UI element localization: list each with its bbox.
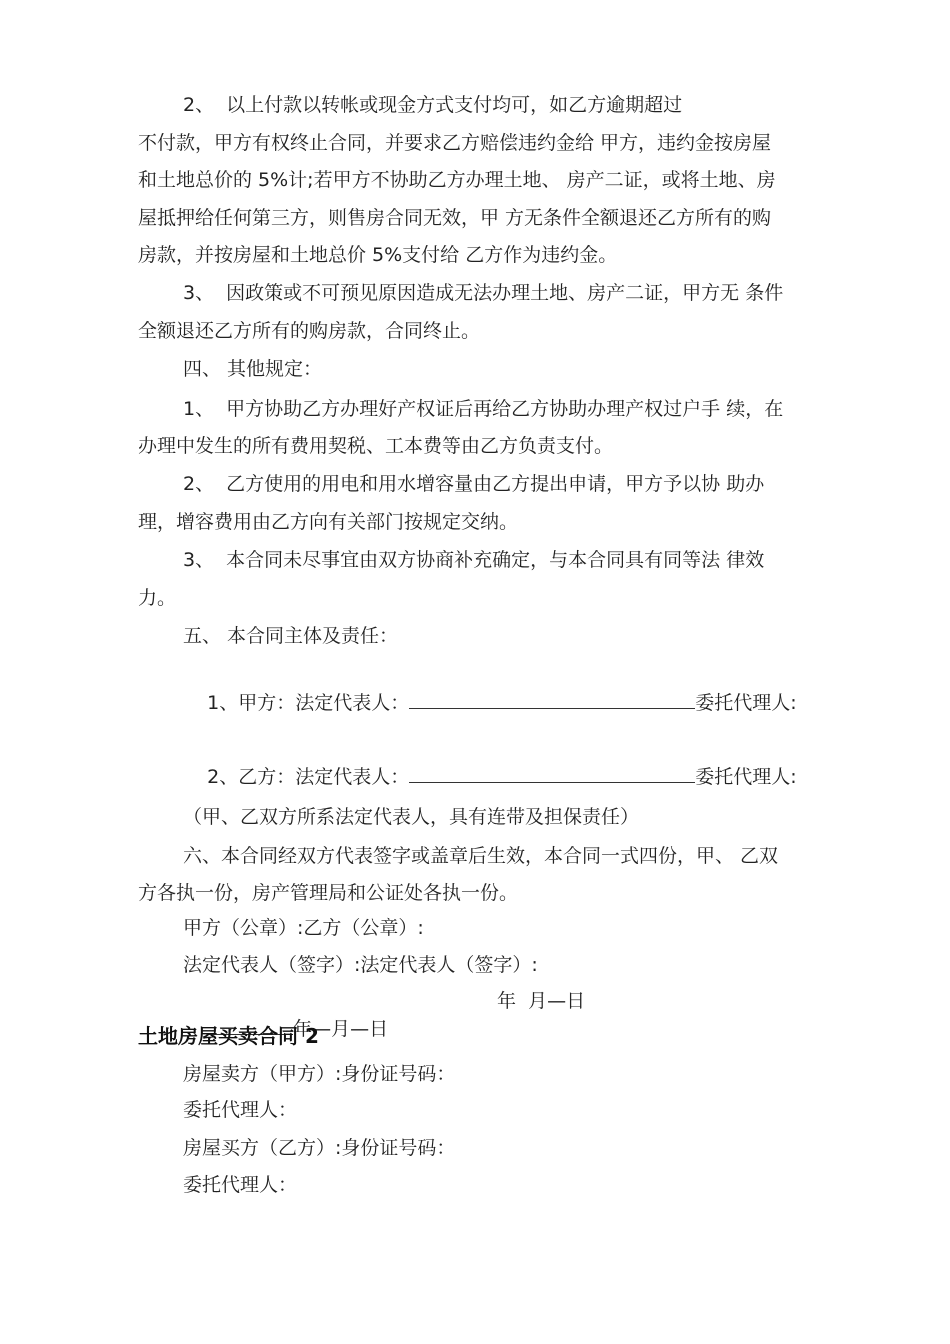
contract2-seller-agent: 委托代理人：	[183, 1099, 298, 1121]
s4-item2-line1: 2、 乙方使用的用电和用水增容量由乙方提出申请，甲方予以协 助办	[183, 473, 765, 495]
party-b-rep-blank[interactable]	[409, 762, 695, 783]
s4-title: 四、 其他规定：	[183, 358, 323, 380]
s5-note: （甲、乙双方所系法定代表人，具有连带及担保责任）	[183, 806, 640, 828]
contract2-title: 土地房屋买卖合同 2	[138, 1024, 319, 1048]
s4-item1-line1: 1、 甲方协助乙方办理好产权证后再给乙方协助办理产权过户手 续，在	[183, 398, 784, 420]
s3-item2-line1: 2、 以上付款以转帐或现金方式支付均可，如乙方逾期超过	[183, 94, 683, 116]
date-left: 年—月—日	[293, 1018, 389, 1040]
party-a-rep-blank[interactable]	[409, 688, 695, 709]
s3-item2-line2: 不付款，甲方有权终止合同，并要求乙方赔偿违约金给 甲方，违约金按房屋	[138, 132, 772, 154]
party-a-prefix: 1、甲方：法定代表人：	[207, 692, 410, 714]
rep-sign-line: 法定代表人（签字）:法定代表人（签字）:	[183, 954, 538, 976]
s4-item2-line2: 理，增容费用由乙方向有关部门按规定交纳。	[138, 511, 519, 533]
s3-item2-line4: 屋抵押给任何第三方，则售房合同无效，甲 方无条件全额退还乙方所有的购	[138, 207, 772, 229]
s4-item3-line2: 力。	[138, 587, 177, 609]
date-right: 年 月—日	[497, 990, 586, 1012]
s6-line2: 方各执一份，房产管理局和公证处各执一份。	[138, 882, 519, 904]
seal-line: 甲方（公章）:乙方（公章）:	[183, 917, 424, 939]
party-b-agent-label: 委托代理人:	[695, 766, 797, 788]
party-a-row	[183, 662, 797, 742]
s3-item2-line5: 房款，并按房屋和土地总价 5%支付给 乙方作为违约金。	[138, 244, 618, 266]
contract2-seller: 房屋卖方（甲方）:身份证号码：	[183, 1063, 456, 1085]
s3-item3-line1: 3、 因政策或不可预见原因造成无法办理土地、房产二证，甲方无 条件	[183, 282, 784, 304]
contract2-buyer-agent: 委托代理人：	[183, 1174, 298, 1196]
s3-item2-line3: 和土地总价的 5%计;若甲方不协助乙方办理土地、 房产二证，或将土地、房	[138, 169, 776, 191]
s5-title: 五、 本合同主体及责任：	[183, 625, 399, 647]
contract2-buyer: 房屋买方（乙方）:身份证号码：	[183, 1137, 456, 1159]
s4-item3-line1: 3、 本合同未尽事宜由双方协商补充确定，与本合同具有同等法 律效	[183, 549, 765, 571]
party-a-agent-label: 委托代理人:	[695, 692, 797, 714]
party-b-prefix: 2、乙方：法定代表人：	[207, 766, 410, 788]
s6-line1: 六、本合同经双方代表签字或盖章后生效，本合同一式四份，甲、 乙双	[183, 845, 779, 867]
s4-item1-line2: 办理中发生的所有费用契税、工本费等由乙方负责支付。	[138, 435, 614, 457]
s3-item3-line2: 全额退还乙方所有的购房款，合同终止。	[138, 320, 481, 342]
